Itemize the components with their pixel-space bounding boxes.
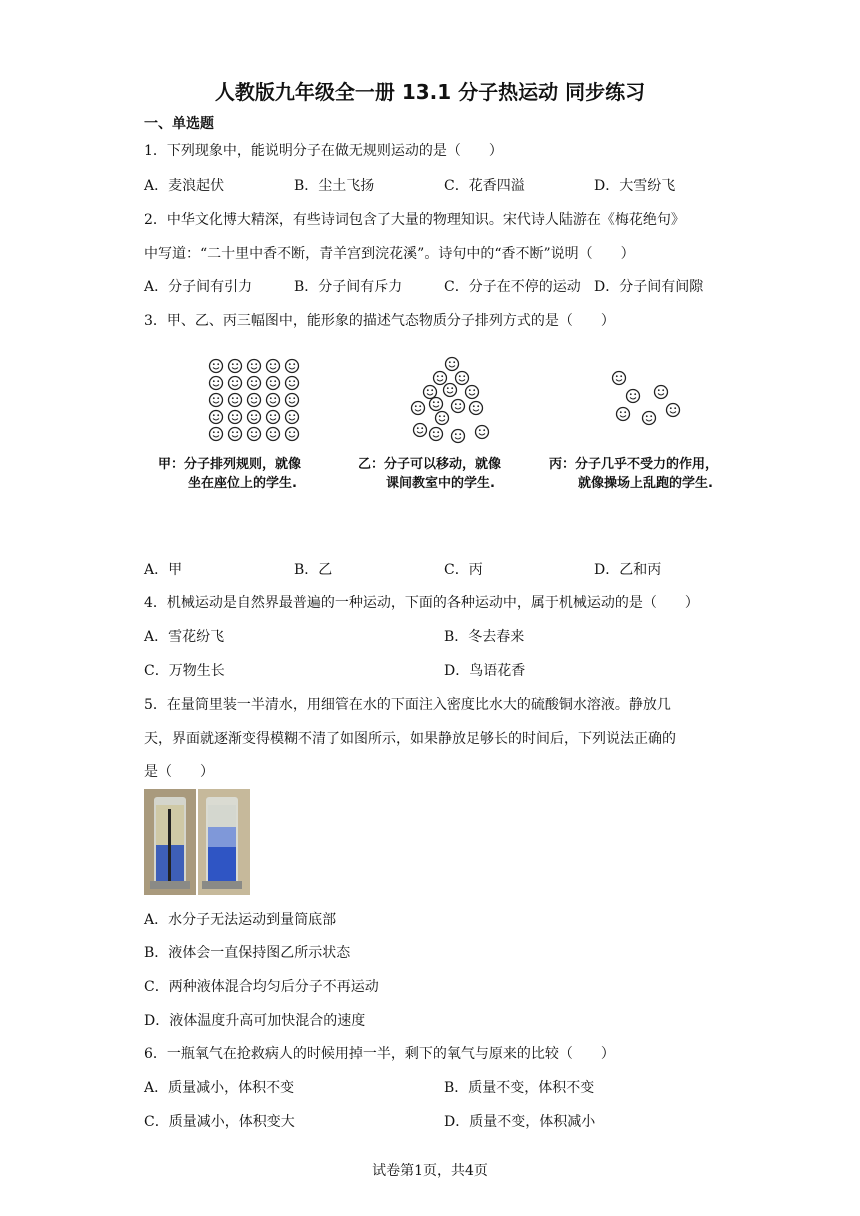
molecule-icon — [430, 398, 443, 411]
q3-option-a: A．甲 — [144, 562, 183, 578]
q2-option-a: A．分子间有引力 — [144, 279, 253, 295]
caption-bing-line1: 丙：分子几乎不受力的作用， — [549, 457, 719, 472]
molecule-icon — [470, 402, 483, 415]
q2-option-c: C．分子在不停的运动 — [444, 279, 581, 295]
molecule-icon — [229, 377, 242, 390]
molecule-icon — [248, 360, 261, 373]
q1-option-d: D．大雪纷飞 — [594, 178, 676, 194]
molecule-icon — [248, 411, 261, 424]
molecule-icon — [643, 412, 656, 425]
molecule-icon — [456, 372, 469, 385]
molecule-icon — [286, 411, 299, 424]
q4-option-c: C．万物生长 — [144, 663, 225, 679]
q1-option-a: A．麦浪起伏 — [144, 178, 225, 194]
q1-option-c: C．花香四溢 — [444, 178, 525, 194]
molecule-icon — [430, 428, 443, 441]
caption-yi-line2: 课间教室中的学生. — [386, 476, 495, 491]
molecule-icon — [210, 411, 223, 424]
q3-option-b: B．乙 — [294, 562, 333, 578]
question-6-stem: 6．一瓶氧气在抢救病人的时候用掉一半，剩下的氧气与原来的比较（ ） — [144, 1046, 615, 1062]
q5-option-d: D．液体温度升高可加快混合的速度 — [144, 1013, 366, 1029]
q5-option-c: C．两种液体混合均匀后分子不再运动 — [144, 979, 379, 995]
molecule-icon — [667, 404, 680, 417]
molecule-icon — [655, 386, 668, 399]
molecule-icon — [286, 428, 299, 441]
page-footer: 试卷第1页，共4页 — [372, 1163, 488, 1179]
molecule-icon — [210, 428, 223, 441]
molecule-icon — [267, 428, 280, 441]
molecule-icon — [210, 377, 223, 390]
graduated-cylinder-photo — [144, 789, 250, 895]
q5-option-a: A．水分子无法运动到量筒底部 — [144, 912, 337, 928]
molecule-icon — [248, 428, 261, 441]
molecule-icon — [424, 386, 437, 399]
molecule-icon — [444, 384, 457, 397]
q4-option-b: B．冬去春来 — [444, 629, 525, 645]
molecule-icon — [229, 411, 242, 424]
q5-option-b: B．液体会一直保持图乙所示状态 — [144, 945, 351, 961]
q3-option-c: C．丙 — [444, 562, 483, 578]
question-2-stem-line2: 中写道：“二十里中香不断，青羊宫到浣花溪”。诗句中的“香不断”说明（ ） — [144, 246, 635, 262]
molecule-icon — [446, 358, 459, 371]
molecule-icon — [414, 424, 427, 437]
q2-option-b: B．分子间有斥力 — [294, 279, 403, 295]
molecule-icon — [267, 411, 280, 424]
molecule-icon — [267, 394, 280, 407]
caption-yi-line1: 乙：分子可以移动，就像 — [358, 457, 502, 472]
molecule-icon — [452, 400, 465, 413]
question-4-stem: 4．机械运动是自然界最普遍的一种运动，下面的各种运动中，属于机械运动的是（ ） — [144, 595, 699, 611]
q3-option-d: D．乙和丙 — [594, 562, 662, 578]
molecule-icon — [229, 360, 242, 373]
molecule-icon — [613, 372, 626, 385]
question-3-stem: 3．甲、乙、丙三幅图中，能形象的描述气态物质分子排列方式的是（ ） — [144, 313, 615, 329]
molecule-icon — [286, 360, 299, 373]
molecule-icon — [286, 394, 299, 407]
q6-option-d: D．质量不变，体积减小 — [444, 1114, 596, 1130]
molecule-icon — [412, 402, 425, 415]
question-5-stem-line1: 5．在量筒里装一半清水，用细管在水的下面注入密度比水大的硫酸铜水溶液。静放几 — [144, 697, 671, 713]
molecule-icon — [210, 360, 223, 373]
q4-option-a: A．雪花纷飞 — [144, 629, 225, 645]
molecule-icon — [466, 386, 479, 399]
section-heading: 一、单选题 — [144, 116, 214, 132]
caption-jia-line1: 甲：分子排列规则，就像 — [158, 457, 302, 472]
molecule-icon — [210, 394, 223, 407]
molecule-icon — [627, 390, 640, 403]
molecule-icon — [267, 377, 280, 390]
molecule-icon — [436, 412, 449, 425]
caption-bing-line2: 就像操场上乱跑的学生. — [578, 476, 713, 491]
molecule-icon — [452, 430, 465, 443]
molecule-icon — [476, 426, 489, 439]
question-1-stem: 1．下列现象中，能说明分子在做无规则运动的是（ ） — [144, 143, 503, 159]
q2-option-d: D．分子间有间隙 — [594, 279, 704, 295]
q6-option-c: C．质量减小，体积变大 — [144, 1114, 295, 1130]
caption-jia-line2: 坐在座位上的学生. — [188, 476, 297, 491]
question-5-stem-line2: 天，界面就逐渐变得模糊不清了如图所示，如果静放足够长的时间后，下列说法正确的 — [144, 731, 676, 747]
q1-option-b: B．尘土飞扬 — [294, 178, 375, 194]
page-title: 人教版九年级全一册 13.1 分子热运动 同步练习 — [214, 80, 646, 104]
question-5-stem-line3: 是（ ） — [144, 764, 214, 780]
question-2-stem-line1: 2．中华文化博大精深，有些诗词包含了大量的物理知识。宋代诗人陆游在《梅花绝句》 — [144, 212, 685, 228]
q6-option-a: A．质量减小，体积不变 — [144, 1080, 295, 1096]
molecule-icon — [267, 360, 280, 373]
q4-option-d: D．鸟语花香 — [444, 663, 526, 679]
molecule-icon — [248, 394, 261, 407]
figure-jia-solid-molecules — [200, 356, 310, 446]
molecule-icon — [286, 377, 299, 390]
molecule-icon — [248, 377, 261, 390]
molecule-icon — [434, 372, 447, 385]
molecule-icon — [229, 394, 242, 407]
q6-option-b: B．质量不变，体积不变 — [444, 1080, 595, 1096]
figure-bing-gas-molecules — [605, 366, 685, 430]
figure-yi-liquid-molecules — [400, 352, 500, 448]
molecule-icon — [229, 428, 242, 441]
molecule-icon — [617, 408, 630, 421]
